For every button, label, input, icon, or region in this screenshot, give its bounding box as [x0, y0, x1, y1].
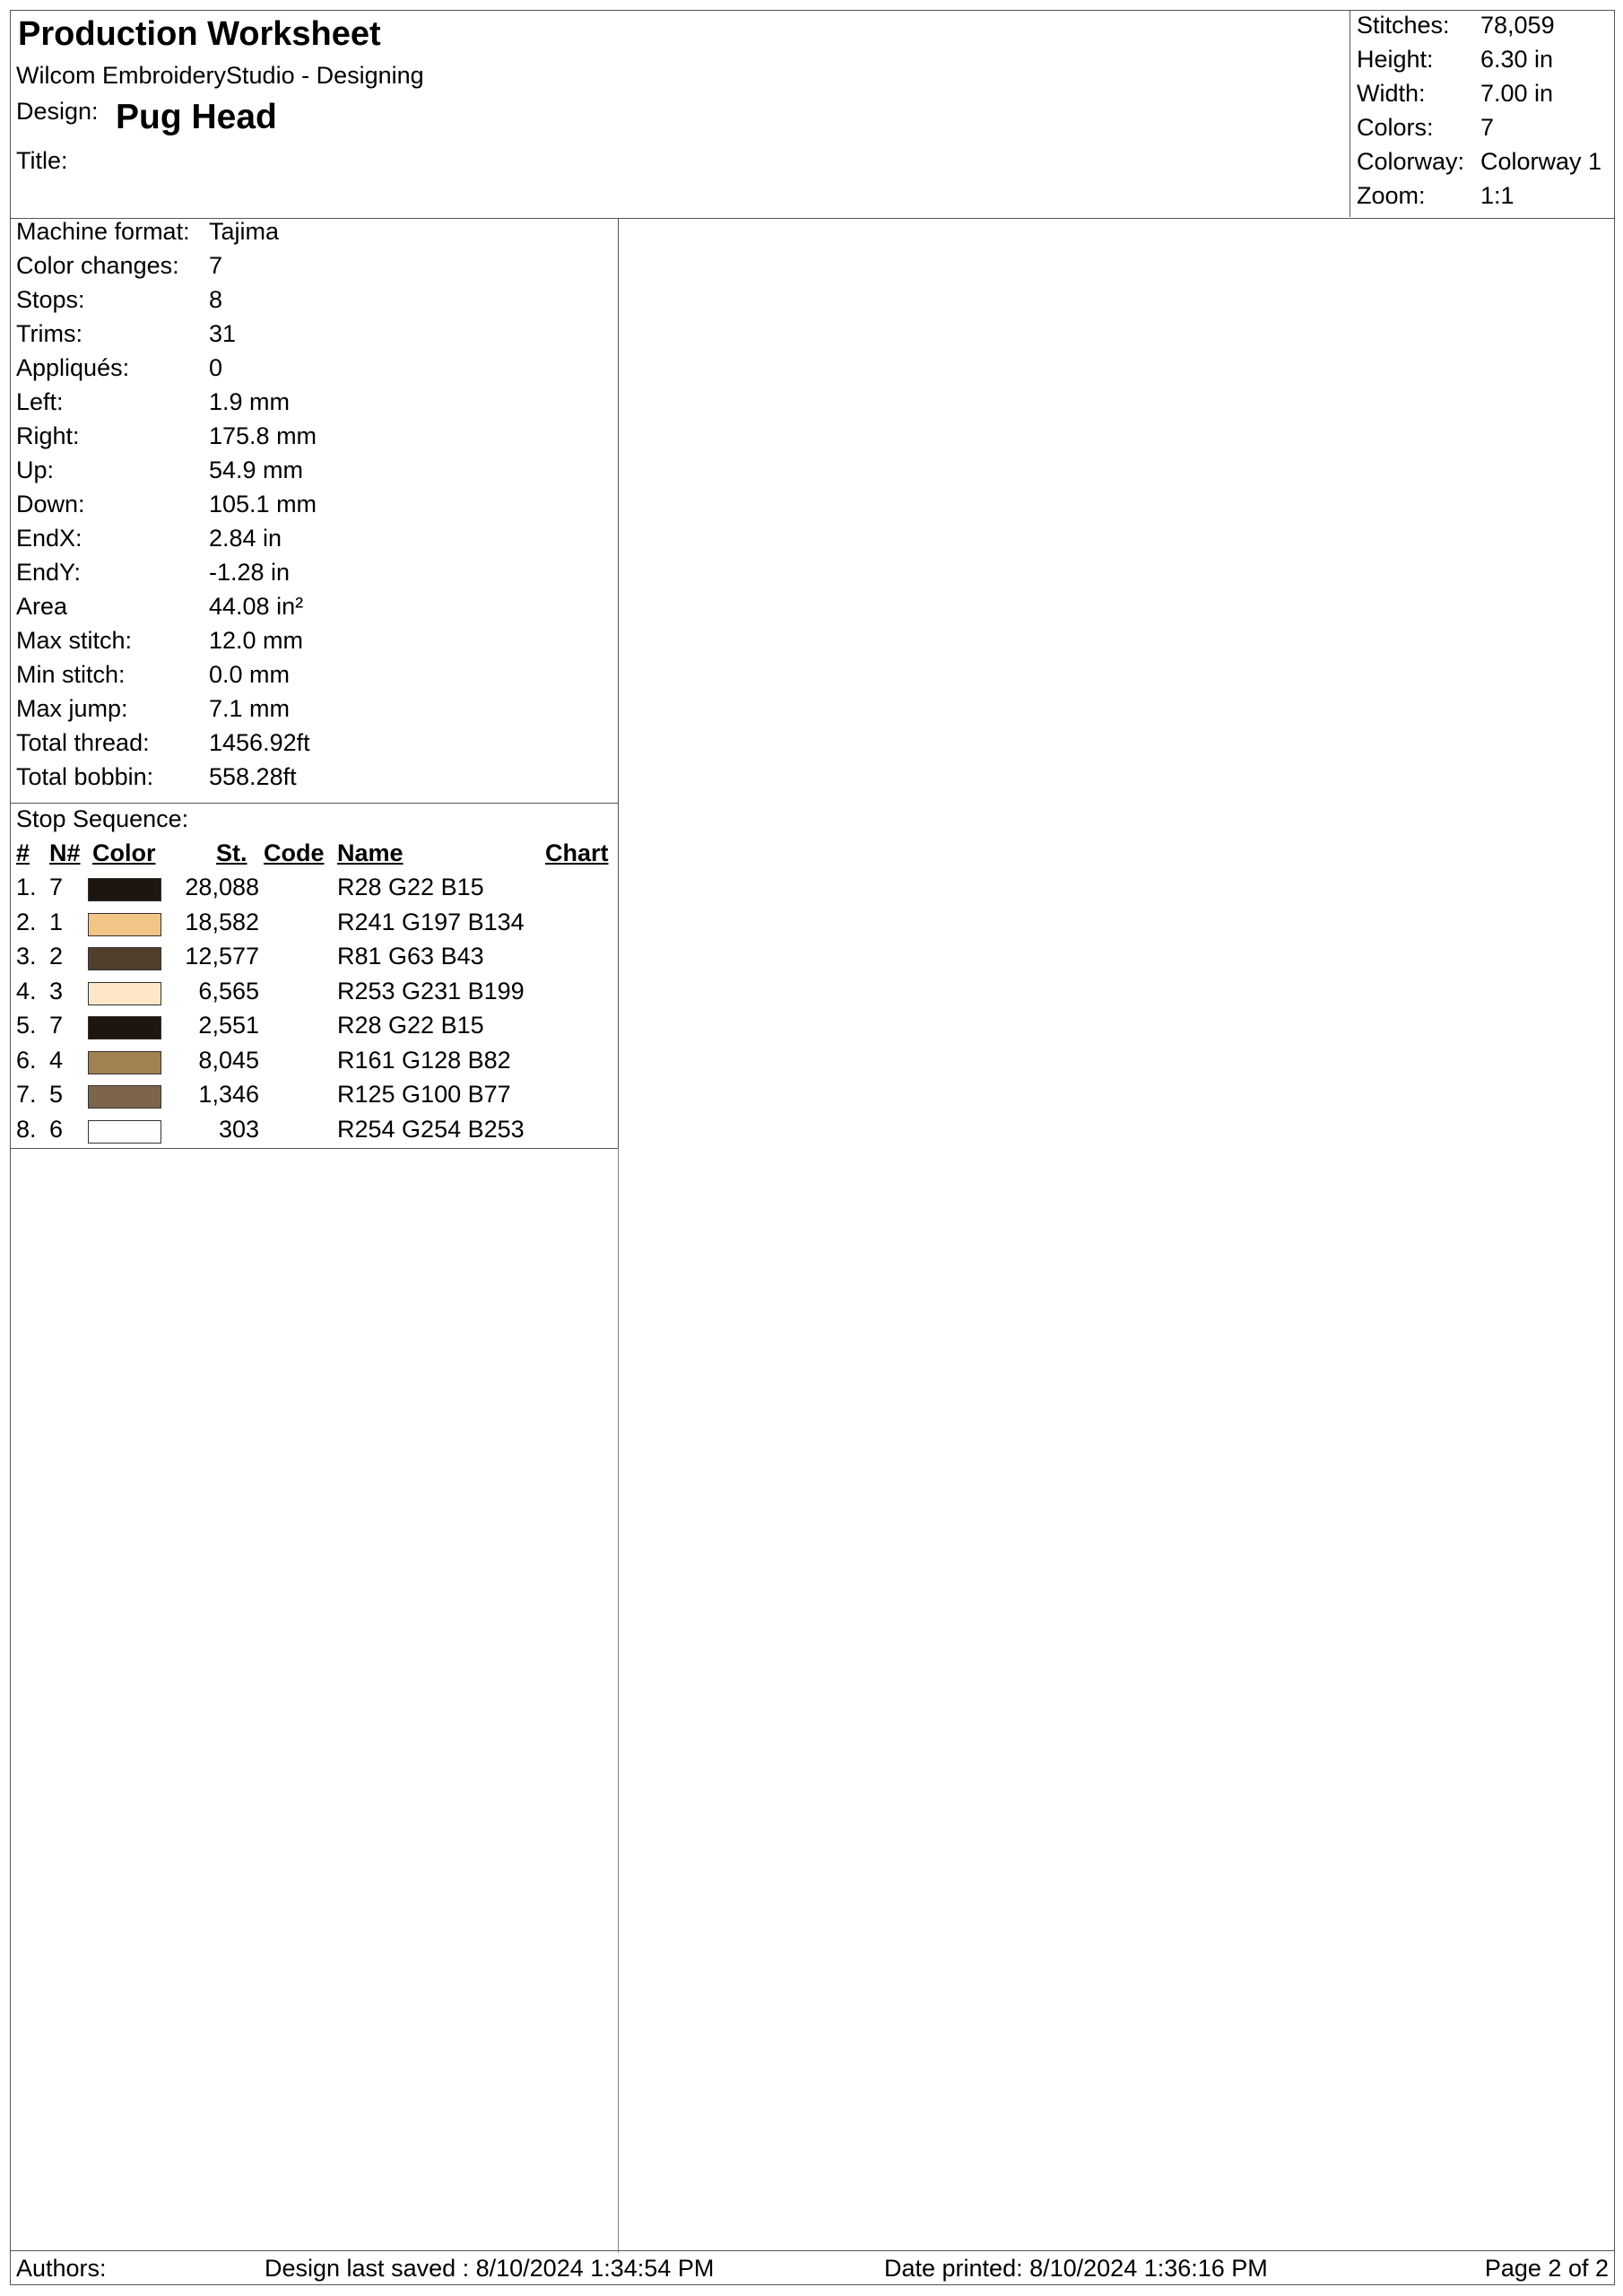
stop-sequence-row	[10, 1081, 619, 1115]
stat-label: Appliqués:	[16, 354, 130, 381]
stop-sequence-row	[10, 1012, 619, 1046]
color-swatch	[88, 947, 161, 970]
stat-value: -1.28 in	[209, 559, 291, 586]
stat-label: Up:	[16, 457, 55, 483]
row-needle: 7	[49, 1012, 64, 1039]
row-color-name: R81 G63 B43	[337, 943, 484, 970]
row-number: 3.	[16, 943, 37, 970]
stat-value: 44.08 in²	[209, 593, 304, 620]
stat-label: Max stitch:	[16, 627, 133, 654]
color-swatch	[88, 913, 161, 936]
software-name: Wilcom EmbroideryStudio - Designing	[16, 62, 424, 89]
stat-label: Total bobbin:	[16, 763, 154, 790]
stat-value: 7.1 mm	[209, 695, 291, 722]
summary-label: Colorway:	[1357, 148, 1465, 175]
stat-label: Down:	[16, 491, 85, 517]
stop-sequence-row	[10, 909, 619, 943]
row-color-name: R28 G22 B15	[337, 1012, 484, 1039]
stop-sequence-row	[10, 943, 619, 977]
summary-label: Stitches:	[1357, 12, 1450, 39]
row-stitches: 8,045	[198, 1046, 259, 1074]
stat-value: 8	[209, 286, 223, 313]
stat-value: 7	[209, 252, 223, 279]
col-header-needle: N#	[49, 839, 81, 866]
stat-label: Machine format:	[16, 218, 190, 245]
stat-value: 31	[209, 320, 237, 347]
col-header-color: Color	[92, 839, 156, 866]
row-number: 4.	[16, 977, 37, 1004]
stat-value: 0	[209, 354, 223, 381]
color-swatch	[88, 878, 161, 901]
stop-sequence-row	[10, 874, 619, 908]
summary-label: Height:	[1357, 46, 1434, 73]
stat-value: 1.9 mm	[209, 388, 291, 415]
row-color-name: R161 G128 B82	[337, 1046, 511, 1074]
row-stitches: 6,565	[198, 977, 259, 1004]
section-divider	[10, 803, 619, 804]
color-swatch	[88, 982, 161, 1005]
row-needle: 6	[49, 1115, 64, 1143]
stop-sequence-row	[10, 978, 619, 1012]
summary-value: 7.00 in	[1480, 80, 1554, 107]
last-saved: Design last saved : 8/10/2024 1:34:54 PM	[265, 2255, 715, 2282]
col-header-name: Name	[337, 839, 404, 866]
stat-label: Stops:	[16, 286, 85, 313]
column-divider	[618, 1148, 619, 2253]
row-number: 1.	[16, 874, 37, 900]
stat-label: Area	[16, 593, 68, 620]
row-needle: 2	[49, 943, 64, 970]
worksheet-header	[10, 10, 1615, 219]
stat-label: Color changes:	[16, 252, 179, 279]
col-header-num: #	[16, 839, 30, 866]
row-stitches: 303	[218, 1115, 259, 1143]
authors-label: Authors:	[16, 2255, 107, 2282]
page-number: Page 2 of 2	[1484, 2255, 1609, 2282]
design-info-panel	[10, 218, 619, 1149]
stop-sequence-row	[10, 1116, 619, 1150]
row-number: 5.	[16, 1012, 37, 1039]
summary-value: Colorway 1	[1480, 148, 1602, 175]
summary-panel	[1350, 10, 1615, 217]
stat-value: 105.1 mm	[209, 491, 317, 517]
row-color-name: R241 G197 B134	[337, 908, 525, 935]
color-swatch	[88, 1051, 161, 1074]
color-swatch	[88, 1120, 161, 1144]
row-color-name: R125 G100 B77	[337, 1081, 511, 1108]
stat-label: Total thread:	[16, 729, 150, 756]
stat-value: 1456.92ft	[209, 729, 310, 756]
row-stitches: 1,346	[198, 1081, 259, 1108]
summary-label: Zoom:	[1357, 182, 1426, 209]
row-number: 2.	[16, 908, 37, 935]
stat-value: Tajima	[209, 218, 280, 245]
row-number: 8.	[16, 1115, 37, 1143]
row-color-name: R254 G254 B253	[337, 1115, 525, 1143]
footer	[10, 2250, 1615, 2285]
title-label: Title:	[16, 147, 68, 174]
date-printed: Date printed: 8/10/2024 1:36:16 PM	[884, 2255, 1268, 2282]
summary-value: 7	[1480, 114, 1495, 141]
stat-value: 558.28ft	[209, 763, 297, 790]
stat-label: Min stitch:	[16, 661, 126, 688]
row-stitches: 2,551	[198, 1012, 259, 1039]
col-header-chart: Chart	[545, 839, 609, 866]
stat-value: 0.0 mm	[209, 661, 291, 688]
col-header-code: Code	[264, 839, 325, 866]
row-stitches: 18,582	[185, 908, 259, 935]
stat-label: Right:	[16, 422, 80, 449]
summary-value: 78,059	[1480, 12, 1555, 39]
stop-sequence-title: Stop Sequence:	[16, 805, 189, 832]
row-number: 7.	[16, 1081, 37, 1108]
design-name: Pug Head	[116, 98, 277, 136]
stop-sequence-row	[10, 1047, 619, 1081]
row-needle: 5	[49, 1081, 64, 1108]
design-label: Design:	[16, 98, 99, 125]
row-stitches: 28,088	[185, 874, 259, 900]
row-needle: 1	[49, 908, 64, 935]
stat-value: 2.84 in	[209, 525, 282, 552]
row-needle: 4	[49, 1046, 64, 1074]
summary-value: 6.30 in	[1480, 46, 1554, 73]
stat-label: Left:	[16, 388, 64, 415]
summary-value: 1:1	[1480, 182, 1515, 209]
stat-label: EndX:	[16, 525, 82, 552]
stat-label: EndY:	[16, 559, 82, 586]
color-swatch	[88, 1016, 161, 1039]
stat-value: 12.0 mm	[209, 627, 304, 654]
stat-label: Trims:	[16, 320, 82, 347]
stat-label: Max jump:	[16, 695, 128, 722]
summary-label: Colors:	[1357, 114, 1434, 141]
row-needle: 3	[49, 977, 64, 1004]
stat-value: 54.9 mm	[209, 457, 304, 483]
row-number: 6.	[16, 1046, 37, 1074]
color-swatch	[88, 1085, 161, 1109]
row-stitches: 12,577	[185, 943, 259, 970]
col-header-stitches: St.	[216, 839, 247, 866]
row-color-name: R28 G22 B15	[337, 874, 484, 900]
stat-value: 175.8 mm	[209, 422, 317, 449]
row-needle: 7	[49, 874, 64, 900]
page-title: Production Worksheet	[18, 15, 381, 53]
row-color-name: R253 G231 B199	[337, 977, 525, 1004]
summary-label: Width:	[1357, 80, 1426, 107]
